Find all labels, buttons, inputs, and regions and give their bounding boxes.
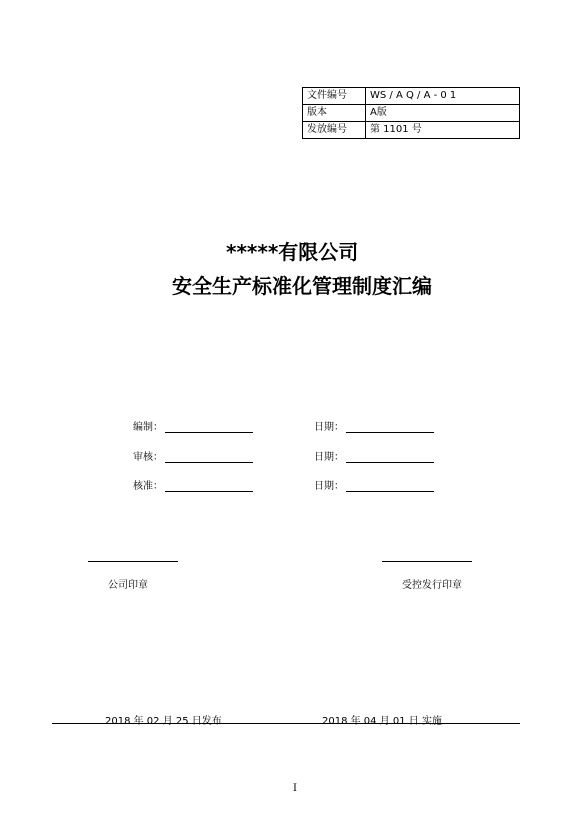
distribution-number-value: 第 1101 号 <box>366 122 520 139</box>
review-date-field <box>314 448 434 463</box>
doc-number-label: 文件编号 <box>303 88 366 105</box>
doc-number-value: WS / A Q / A - 0 1 <box>366 88 520 105</box>
compile-blank <box>165 422 253 433</box>
approve-blank <box>165 481 253 492</box>
bottom-divider <box>52 723 520 724</box>
compile-date-label: 日期： <box>314 422 344 433</box>
review-label: 审核： <box>133 452 163 463</box>
compile-field <box>133 418 253 433</box>
approve-field <box>133 477 253 492</box>
review-date-label: 日期： <box>314 452 344 463</box>
version-row <box>303 105 520 122</box>
compile-date-field <box>314 418 434 433</box>
review-field <box>133 448 253 463</box>
review-blank <box>165 452 253 463</box>
company-seal-line <box>88 561 178 562</box>
effective-date: 2018 年 04 月 01 日 实施 <box>322 716 442 727</box>
company-title: *****有限公司 <box>226 240 359 264</box>
document-title: 安全生产标准化管理制度汇编 <box>172 274 432 298</box>
approve-label: 核准： <box>133 481 163 492</box>
document-info-table <box>302 87 520 139</box>
approve-date-label: 日期： <box>314 481 344 492</box>
distribution-number-label: 发放编号 <box>303 122 366 139</box>
company-seal-label: 公司印章 <box>108 580 148 591</box>
issue-date: 2018 年 02 月 25 日发布 <box>105 716 222 727</box>
controlled-seal-line <box>382 561 472 562</box>
approve-date-field <box>314 477 434 492</box>
doc-number-row <box>303 88 520 105</box>
review-date-blank <box>346 452 434 463</box>
version-value: A版 <box>366 105 520 122</box>
page-number: I <box>293 783 297 794</box>
controlled-seal-label: 受控发行印章 <box>402 580 462 591</box>
distribution-number-row <box>303 122 520 139</box>
version-label: 版本 <box>303 105 366 122</box>
compile-label: 编制： <box>133 422 163 433</box>
approve-date-blank <box>346 481 434 492</box>
compile-date-blank <box>346 422 434 433</box>
